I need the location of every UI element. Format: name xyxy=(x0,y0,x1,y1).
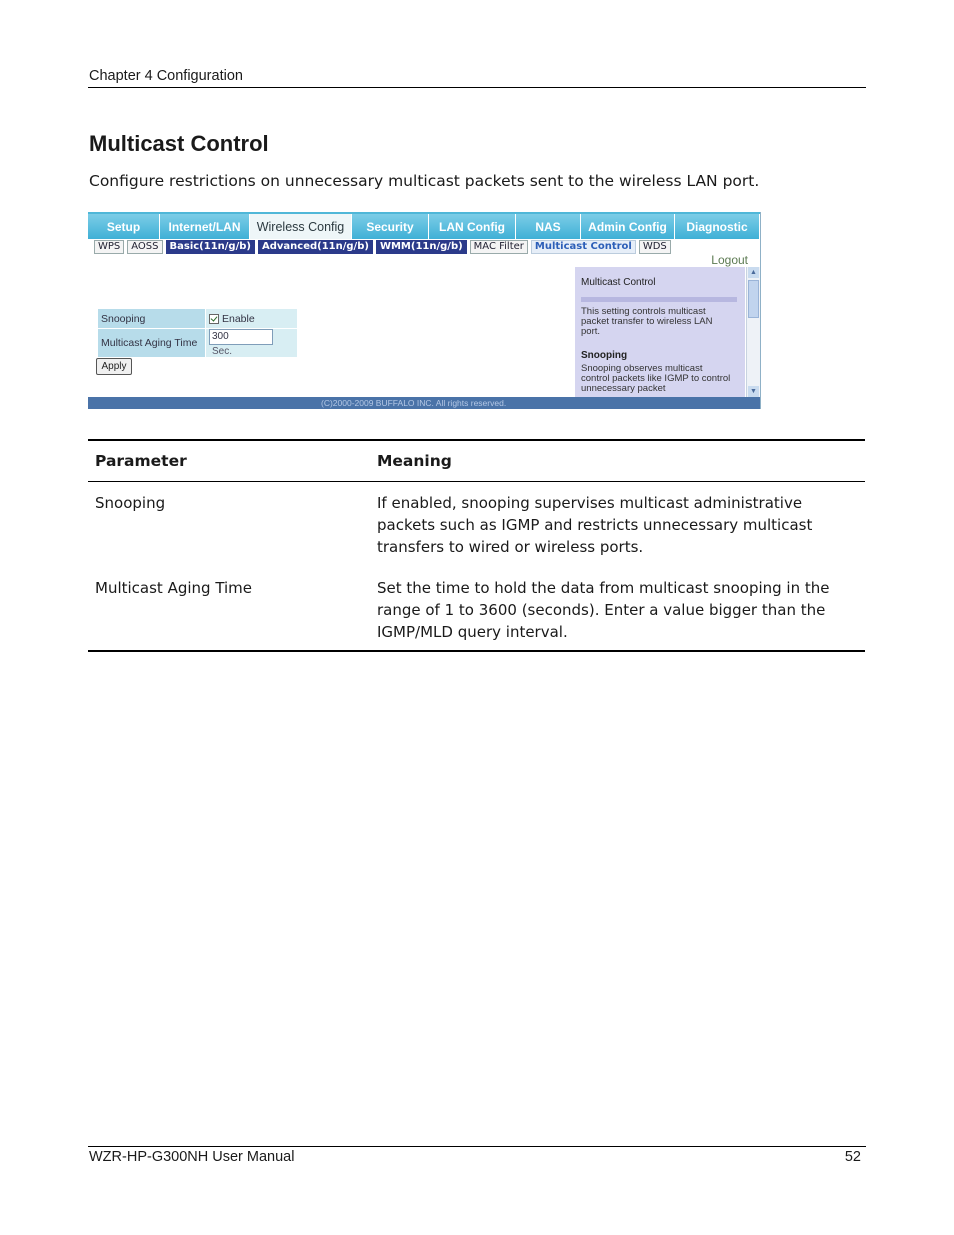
table-header-parameter: Parameter xyxy=(95,452,187,470)
row-aging-meaning: Set the time to hold the data from multicast snooping in the range of 1 to 3600 (seconds). Enter a value bigger than the IGMP/MLD query interval. xyxy=(377,579,830,641)
multicast-form xyxy=(97,308,298,358)
snooping-label: Snooping xyxy=(98,309,205,328)
tab-diagnostic[interactable]: Diagnostic xyxy=(675,214,760,239)
scroll-up-arrow-icon[interactable]: ▲ xyxy=(748,267,759,278)
tab-lan-config[interactable]: LAN Config xyxy=(429,214,516,239)
copyright-text: (C)2000-2009 BUFFALO INC. All rights reserved. xyxy=(321,398,507,408)
snooping-enable-label: Enable xyxy=(222,312,255,325)
help-panel xyxy=(575,267,745,397)
tab-admin-config[interactable]: Admin Config xyxy=(581,214,675,239)
snooping-checkbox[interactable] xyxy=(209,314,219,324)
scroll-thumb[interactable] xyxy=(748,280,759,318)
table-bottom-rule xyxy=(88,650,865,652)
intro-paragraph: Configure restrictions on unnecessary multicast packets sent to the wireless LAN port. xyxy=(89,172,760,190)
running-head: Chapter 4 Configuration xyxy=(89,68,243,84)
help-title: Multicast Control xyxy=(581,277,656,288)
subtab-basic[interactable]: Basic(11n/g/b) xyxy=(166,240,255,254)
help-description: This setting controls multicast packet transfer to wireless LAN port. xyxy=(581,306,713,337)
aging-time-input[interactable]: 300 xyxy=(209,329,273,345)
subtab-advanced[interactable]: Advanced(11n/g/b) xyxy=(258,240,373,254)
subtab-wmm[interactable]: WMM(11n/g/b) xyxy=(376,240,467,254)
subtab-wps[interactable]: WPS xyxy=(94,240,124,254)
row-snooping-meaning: If enabled, snooping supervises multicast administrative packets such as IGMP and restricts unnecessary multicast transfers to wired or wireless ports. xyxy=(377,494,813,556)
subtab-wds[interactable]: WDS xyxy=(639,240,671,254)
footer-manual-title: WZR-HP-G300NH User Manual xyxy=(89,1149,295,1165)
help-snooping-heading: Snooping xyxy=(581,350,628,361)
footer-page-number: 52 xyxy=(844,1149,861,1165)
subtab-aoss[interactable]: AOSS xyxy=(127,240,162,254)
footer-rule xyxy=(88,1146,866,1147)
table-top-rule xyxy=(88,439,865,441)
aging-time-label: Multicast Aging Time xyxy=(98,329,205,357)
tab-nas[interactable]: NAS xyxy=(516,214,581,239)
subtab-multicast-control[interactable]: Multicast Control xyxy=(531,240,636,254)
router-ui-screenshot xyxy=(88,212,761,409)
row-snooping-parameter: Snooping xyxy=(95,494,166,512)
help-snooping-description: Snooping observes multicast control packets like IGMP to control unnecessary packet xyxy=(581,363,731,394)
tab-wireless-config[interactable]: Wireless Config xyxy=(250,214,352,239)
aging-time-cell xyxy=(206,329,297,357)
copyright-bar xyxy=(88,397,760,409)
tab-setup[interactable]: Setup xyxy=(88,214,160,239)
help-scrollbar[interactable] xyxy=(746,267,760,397)
section-title: Multicast Control xyxy=(89,131,269,156)
table-header-rule xyxy=(88,481,865,482)
table-header-meaning: Meaning xyxy=(377,452,452,470)
tab-internet-lan[interactable]: Internet/LAN xyxy=(160,214,250,239)
row-aging-parameter: Multicast Aging Time xyxy=(95,579,253,597)
snooping-cell xyxy=(206,309,297,328)
main-tab-bar xyxy=(88,212,760,239)
help-divider xyxy=(581,297,737,302)
scroll-down-arrow-icon[interactable]: ▼ xyxy=(748,386,759,397)
header-rule xyxy=(88,87,866,88)
aging-time-unit: Sec. xyxy=(212,346,233,357)
logout-link[interactable]: Logout xyxy=(711,253,748,267)
apply-button[interactable]: Apply xyxy=(96,358,132,375)
sub-tab-bar xyxy=(94,240,671,254)
tab-security[interactable]: Security xyxy=(352,214,429,239)
subtab-mac-filter[interactable]: MAC Filter xyxy=(470,240,528,254)
